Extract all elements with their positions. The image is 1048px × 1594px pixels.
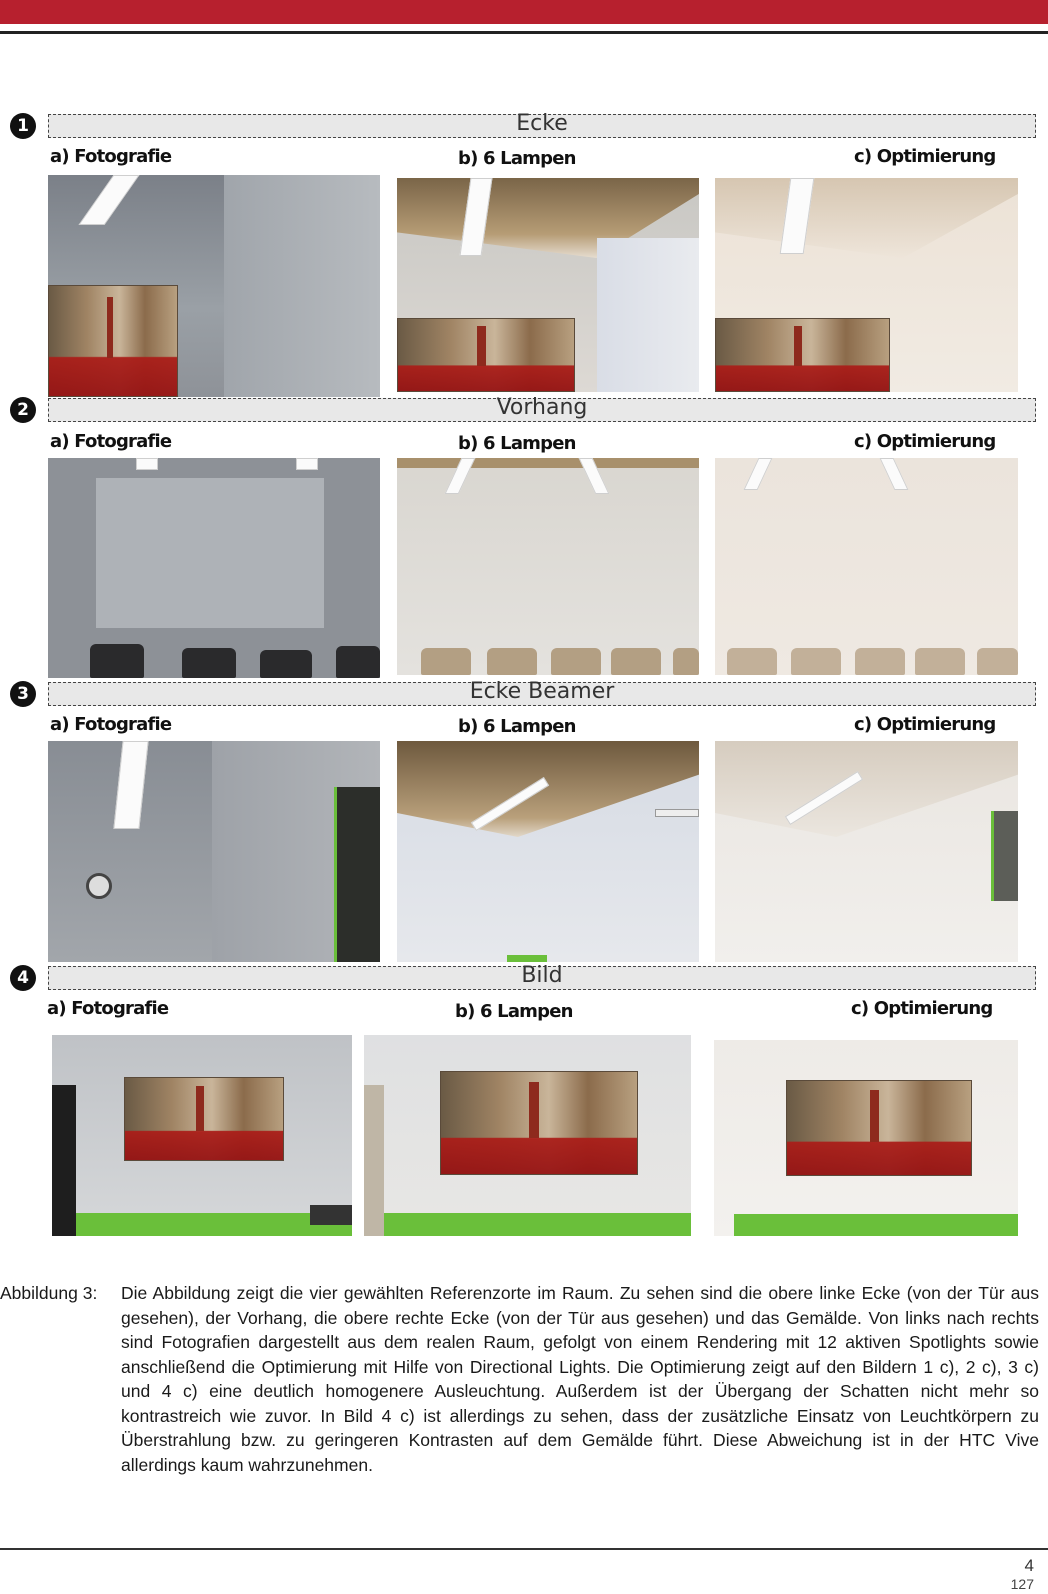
label-optimierung: c) Optimierung [854, 146, 996, 167]
photo-ecke-beamer-fotografie [48, 741, 380, 962]
section-header-bild [10, 964, 1038, 992]
section-title-box [48, 963, 1036, 990]
render-ecke-beamer-optimierung [715, 741, 1018, 962]
section-title-box [48, 679, 1036, 706]
section-number-badge: 2 [10, 397, 36, 423]
page-number: 4 [1024, 1556, 1034, 1575]
footer-rule [0, 1548, 1048, 1550]
photo-bild-fotografie [52, 1035, 352, 1236]
header-rule [0, 31, 1048, 34]
render-ecke-6-lampen [397, 178, 699, 392]
render-ecke-optimierung [715, 178, 1018, 392]
label-optimierung: c) Optimierung [854, 431, 996, 452]
section-header-ecke [10, 112, 1038, 140]
page-sub-number: 127 [1010, 1576, 1034, 1592]
render-ecke-beamer-6-lampen [397, 741, 699, 962]
label-optimierung: c) Optimierung [851, 998, 993, 1019]
label-6-lampen: b) 6 Lampen [455, 1001, 573, 1022]
render-vorhang-optimierung [715, 458, 1018, 675]
label-fotografie: a) Fotografie [50, 146, 172, 167]
render-bild-optimierung [714, 1040, 1018, 1236]
render-bild-6-lampen [364, 1035, 691, 1236]
label-optimierung: c) Optimierung [854, 714, 996, 735]
section-title: Ecke [516, 111, 568, 136]
photo-ecke-fotografie [48, 175, 380, 397]
caption-label: Abbildung 3: [0, 1283, 98, 1303]
label-fotografie: a) Fotografie [50, 714, 172, 735]
label-6-lampen: b) 6 Lampen [458, 148, 576, 169]
section-header-ecke-beamer [10, 680, 1038, 708]
label-fotografie: a) Fotografie [50, 431, 172, 452]
section-number-badge: 1 [10, 113, 36, 139]
section-title: Vorhang [496, 395, 588, 420]
label-fotografie: a) Fotografie [47, 998, 169, 1019]
section-title: Ecke Beamer [469, 679, 615, 704]
caption-text: Die Abbildung zeigt die vier gewählten Referenzorte im Raum. Zu sehen sind die obere linke Ecke (von der Tür aus gesehen), der Vorhang, die obere rechte Ecke (von der Tür aus gesehen) und das Gemälde. Von links nach rechts sind Fotografien dargestellt aus dem realen Raum, gefolgt von einem Rendering mit 12 aktiven Spotlights sowie anschließend die Optimierung mit Hilfe von Directional Lights. Die Optimierung zeigt auf den Bildern 1 c), 2 c), 3 c) und 4 c) eine deutlich homogenere Ausleuchtung. Außerdem ist der Übergang der Schatten nicht mehr so kontrastreich wie zuvor. In Bild 4 c) ist allerdings zu sehen, dass der zusätzliche Einsatz von Leuchtkörpern zu Überstrahlung bzw. zu geringeren Kontrasten auf dem Gemälde führt. Diese Abweichung ist in der HTC Vive allerdings kaum wahrzunehmen. [121, 1283, 1039, 1475]
label-6-lampen: b) 6 Lampen [458, 716, 576, 737]
section-title: Bild [521, 963, 563, 988]
render-vorhang-6-lampen [397, 458, 699, 675]
section-header-vorhang [10, 396, 1038, 424]
label-6-lampen: b) 6 Lampen [458, 433, 576, 454]
section-title-box [48, 111, 1036, 138]
header-bar [0, 0, 1048, 24]
photo-vorhang-fotografie [48, 458, 380, 678]
section-number-badge: 3 [10, 681, 36, 707]
section-number-badge: 4 [10, 965, 36, 991]
section-title-box [48, 395, 1036, 422]
